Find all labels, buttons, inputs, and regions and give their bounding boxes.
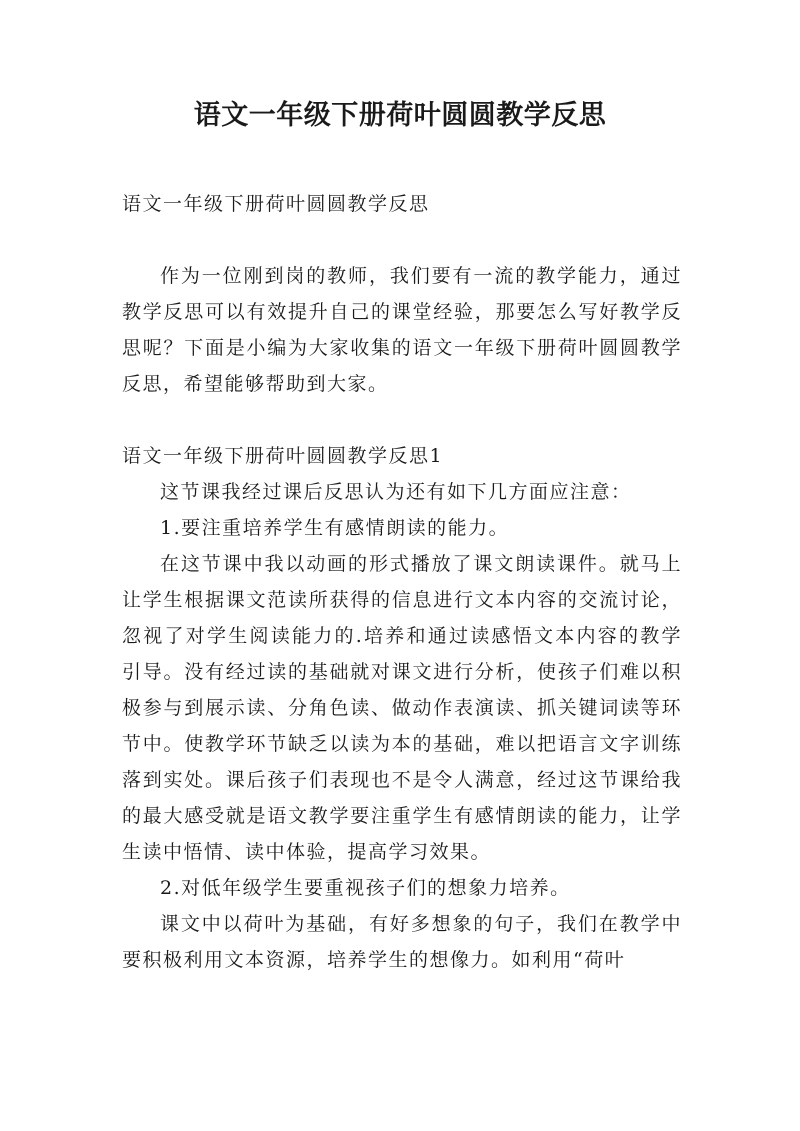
body-paragraph: 在这节课中我以动画的形式播放了课文朗读课件。就马上让学生根据课文范读所获得的信息进行文本内容的交流讨论，忽视了对学生阅读能力的.培养和通过读感悟文本内容的教学引导。没有经过读的基础就对课文进行分析，使孩子们难以积极参与到展示读、分角色读、做动作表演读、抓关键词读等环节中。使教学环节缺乏以读为本的基础，难以把语言文字训练落到实处。课后孩子们表现也不是令人满意，经过这节课给我的最大感受就是语文教学要注重学生有感情朗读的能力，让学生读中悟情、读中体验，提高学习效果。: [122, 553, 682, 863]
document-subtitle: 语文一年级下册荷叶圆圆教学反思: [122, 193, 430, 215]
intro-paragraph: 作为一位刚到岗的教师，我们要有一流的教学能力，通过教学反思可以有效提升自己的课堂经验，那要怎么写好教学反思呢？下面是小编为大家收集的语文一年级下册荷叶圆圆教学反思，希望能够帮助到大家。: [122, 265, 682, 395]
document-title: 语文一年级下册荷叶圆圆教学反思: [193, 100, 607, 131]
body-paragraph: 课文中以荷叶为基础，有好多想象的句子，我们在教学中要积极利用文本资源，培养学生的想像力。如利用“荷叶: [122, 913, 682, 971]
numbered-point: 1.要注重培养学生有感情朗读的能力。: [160, 517, 510, 539]
numbered-point: 2.对低年级学生要重视孩子们的想象力培养。: [160, 877, 571, 899]
body-paragraph: 这节课我经过课后反思认为还有如下几方面应注意：: [160, 481, 632, 503]
document-body: [122, 186, 682, 978]
section-heading: 语文一年级下册荷叶圆圆教学反思1: [122, 445, 444, 467]
